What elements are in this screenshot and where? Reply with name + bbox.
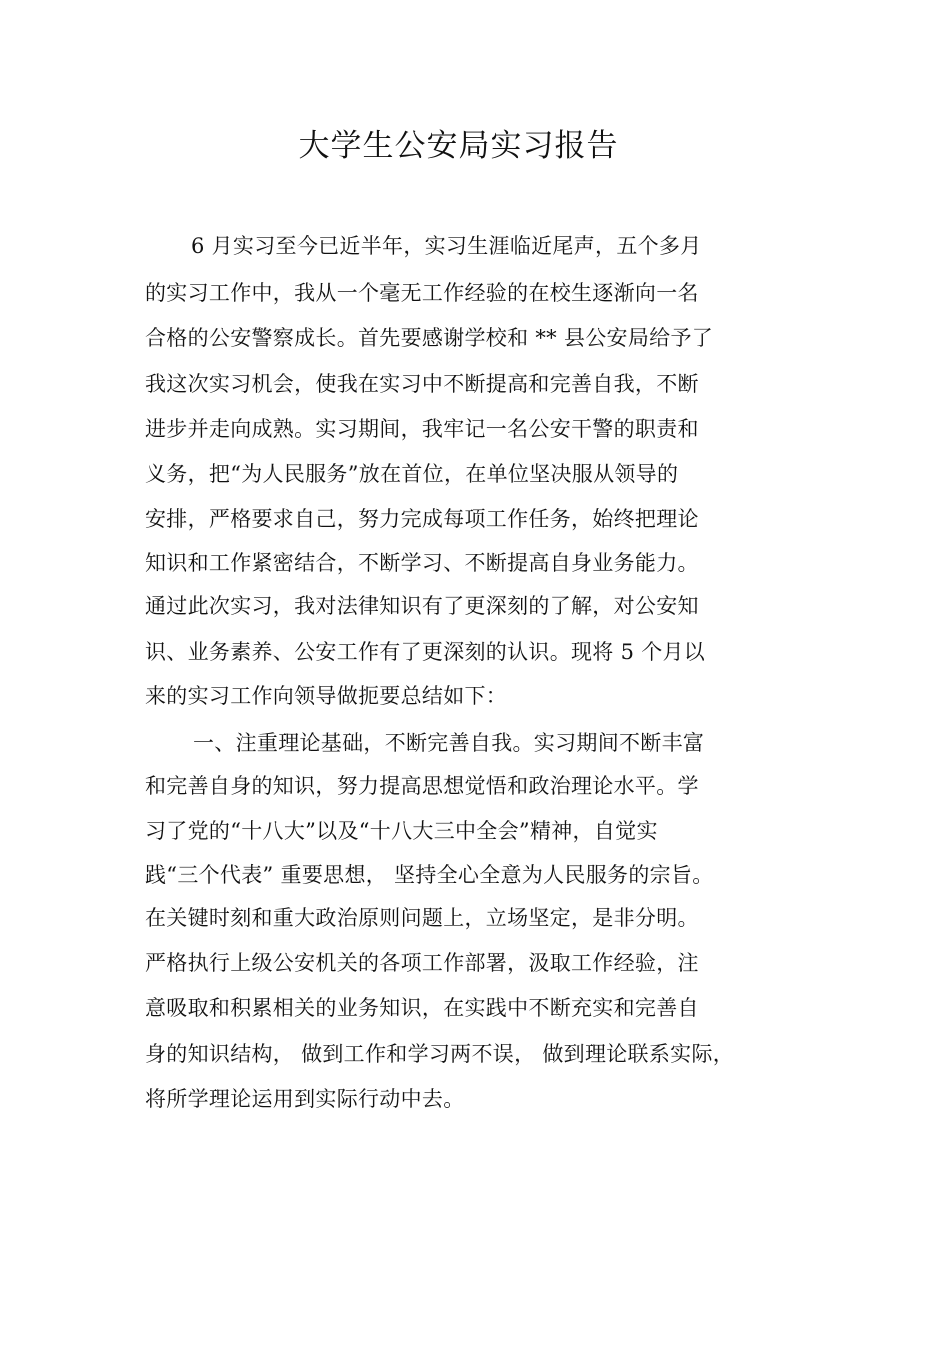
paragraph-line: 识、业务素养、公安工作有了更深刻的认识。现将 5 个月以 [145, 640, 706, 664]
paragraph-line: 合格的公安警察成长。首先要感谢学校和 ** 县公安局给予了 [145, 326, 714, 350]
paragraph-line: 践“三个代表” 重要思想， 坚持全心全意为人民服务的宗旨。 [145, 863, 714, 887]
paragraph-line: 6 月实习至今已近半年，实习生涯临近尾声，五个多月 [191, 234, 702, 258]
paragraph-line: 意吸取和积累相关的业务知识，在实践中不断充实和完善自 [145, 996, 699, 1020]
paragraph-line: 义务，把“为人民服务”放在首位，在单位坚决服从领导的 [145, 462, 679, 486]
paragraph-line: 的实习工作中，我从一个毫无工作经验的在校生逐渐向一名 [145, 281, 699, 305]
paragraph-line: 身的知识结构， 做到工作和学习两不误， 做到理论联系实际， [145, 1042, 735, 1066]
paragraph-line: 安排，严格要求自己，努力完成每项工作任务，始终把理论 [145, 507, 699, 531]
paragraph-line: 通过此次实习，我对法律知识有了更深刻的了解，对公安知 [145, 594, 699, 618]
paragraph-line: 我这次实习机会，使我在实习中不断提高和完善自我，不断 [145, 372, 699, 396]
paragraph-line: 来的实习工作向领导做扼要总结如下： [145, 684, 508, 708]
paragraph-line: 知识和工作紧密结合，不断学习、不断提高自身业务能力。 [145, 551, 699, 575]
paragraph-line: 习了党的“十八大”以及“十八大三中全会”精神，自觉实 [145, 819, 658, 843]
paragraph-line: 进步并走向成熟。实习期间，我牢记一名公安干警的职责和 [145, 417, 699, 441]
paragraph-line: 在关键时刻和重大政治原则问题上，立场坚定，是非分明。 [145, 906, 699, 930]
document-title: 大学生公安局实习报告 [298, 128, 619, 164]
paragraph-line: 严格执行上级公安机关的各项工作部署，汲取工作经验，注 [145, 951, 699, 975]
section-heading-line: 一、注重理论基础，不断完善自我。实习期间不断丰富 [193, 731, 705, 755]
paragraph-line: 将所学理论运用到实际行动中去。 [145, 1087, 465, 1111]
paragraph-line: 和完善自身的知识，努力提高思想觉悟和政治理论水平。学 [145, 774, 699, 798]
